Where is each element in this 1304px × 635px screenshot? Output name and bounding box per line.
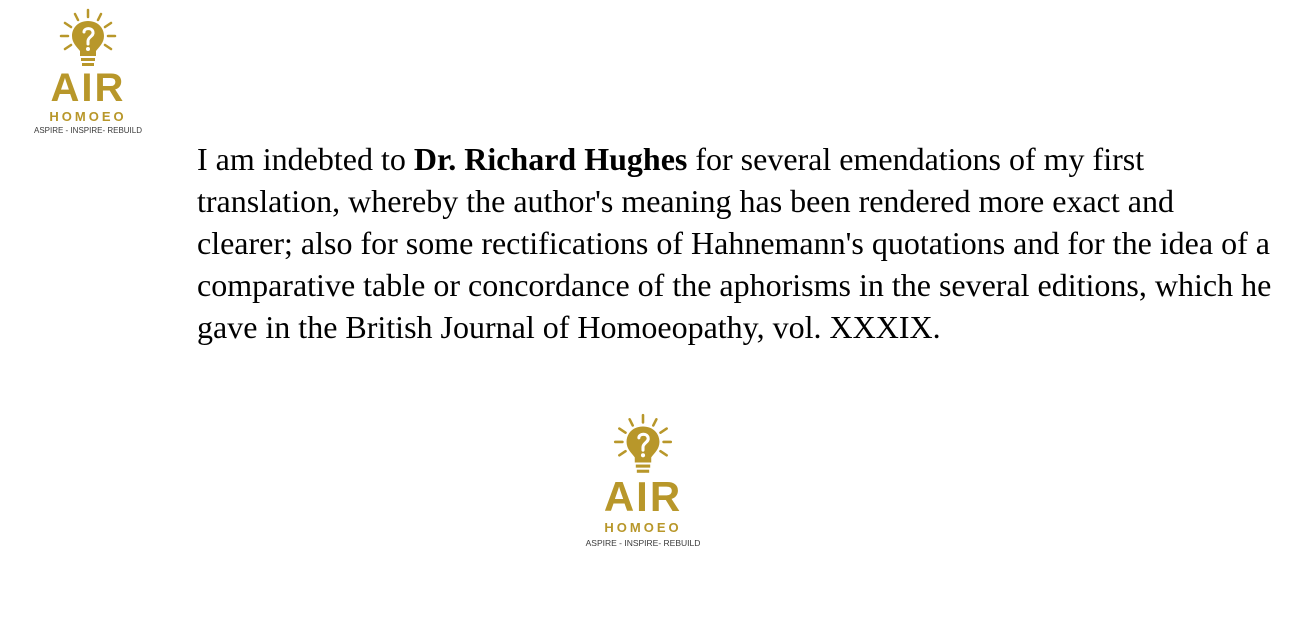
bulb-icon <box>607 412 679 478</box>
body-paragraph <box>197 138 1277 348</box>
author-name: Dr. Richard Hughes <box>413 141 688 177</box>
logo-center <box>582 412 704 548</box>
bulb-icon <box>53 8 123 70</box>
paragraph-rest: for several emendations of my first translation, whereby the author's meaning has been rendered more exact and clearer; also for some rectifications of Hahnemann's quotations and for the idea of a comparative table or concordance of the aphorisms in the several editions, which he gave in the British Journal of Homoeopathy, vol. XXXIX. <box>197 141 1272 345</box>
logo-subtitle: HOMOEO <box>604 520 682 535</box>
logo-subtitle: HOMOEO <box>49 109 127 124</box>
paragraph-intro: I am indebted to <box>197 141 414 177</box>
logo-tagline: ASPIRE - INSPIRE- REBUILD <box>33 126 143 135</box>
logo-title: AIR <box>50 66 126 110</box>
logo-title: AIR <box>603 473 683 520</box>
logo-tagline: ASPIRE - INSPIRE- REBUILD <box>585 538 701 548</box>
logo-top <box>28 8 148 135</box>
